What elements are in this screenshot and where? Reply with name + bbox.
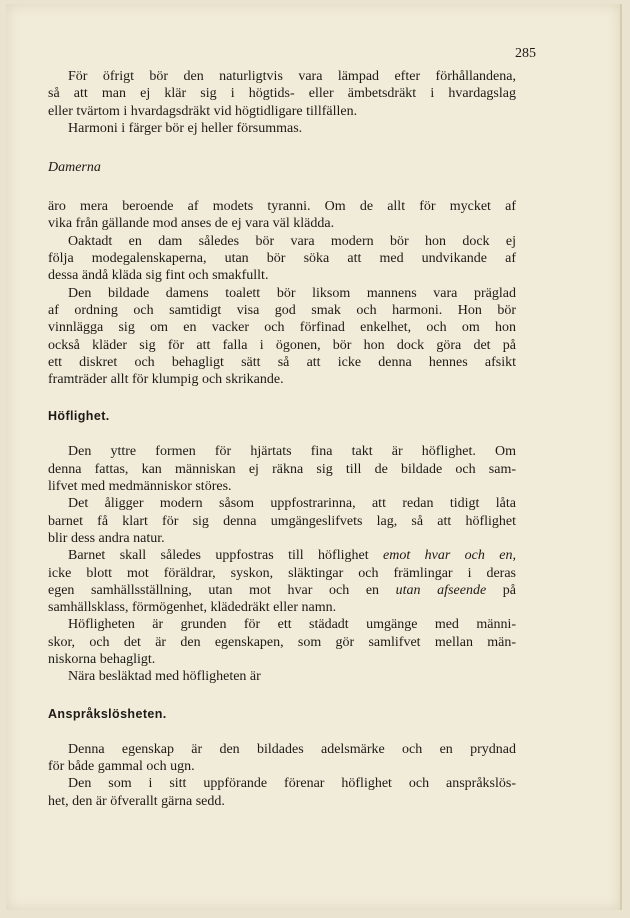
text-line: Den yttre formen för hjärtats fina takt är höflighet. Om xyxy=(68,444,516,460)
text-line: Den som i sitt uppförande förenar höflighet och anspråkslös- xyxy=(68,776,516,792)
text-line: För öfrigt bör den naturligtvis vara lämpad efter förhållandena, xyxy=(68,69,516,84)
paragraph-2 xyxy=(48,120,516,137)
text-line: icke blott mot föräldrar, syskon, släktingar och främlingar i deras xyxy=(48,565,516,581)
page-text xyxy=(48,68,516,810)
text-line: följa modegalenskaperna, utan bör söka att med undvikande af xyxy=(48,251,516,267)
text-line: Nära besläktad med höfligheten är xyxy=(68,669,261,685)
text-line: också kläder sig för att falla i ögonen, bör hon dock göra det på xyxy=(48,337,516,353)
page-number: 285 xyxy=(515,46,536,61)
text-line: Höfligheten är grunden för ett städadt umgänge med männi- xyxy=(68,617,516,633)
paragraph-7 xyxy=(48,495,516,547)
text-line: samhällsklass, förmögenhet, klädedräkt eller namn. xyxy=(48,600,337,616)
text-line: denna fattas, kan människan ej räkna sig till de bildade och sam- xyxy=(48,461,516,477)
text-line: Barnet skall således uppfostras till höflighet emot hvar och en, xyxy=(68,548,516,564)
text-line: Harmoni i färger bör ej heller försummas. xyxy=(68,120,303,136)
text-line: niskorna behagligt. xyxy=(48,652,156,668)
section-heading-damerna: Damerna xyxy=(48,160,101,176)
text-line: barnet få klart för sig denna umgängeslifvets lag, så att höflighet xyxy=(48,513,516,529)
text-line: eller tvärtom i hvardagsdräkt vid högtidligare tillfällen. xyxy=(48,103,358,119)
paragraph-5 xyxy=(48,285,516,389)
emphasis: utan afseende xyxy=(395,582,487,598)
emphasis: emot hvar och en, xyxy=(383,548,516,564)
text-line: för både gammal och ugn. xyxy=(48,758,195,774)
text-line: Den bildade damens toalett bör liksom mannens vara präglad xyxy=(68,285,516,301)
paragraph-1 xyxy=(48,68,516,120)
text-line: het, den är öfverallt gärna sedd. xyxy=(48,793,225,809)
paragraph-6 xyxy=(48,443,516,495)
text-line: Det åligger modern såsom uppfostrarinna, att redan tidigt låta xyxy=(68,496,516,512)
text-line: egen samhällsställning, utan mot hvar och en utan afseende på xyxy=(48,582,517,598)
text-line: vika från gällande mod anses de ej vara väl klädda. xyxy=(48,216,335,232)
text-line: ett diskret och behagligt sätt så att icke denna hennes afsikt xyxy=(48,354,516,370)
text-line: så att man ej klär sig i högtids- eller ämbetsdräkt i hvardagslag xyxy=(48,86,516,102)
text-line: Denna egenskap är den bildades adelsmärke och en prydnad xyxy=(68,741,516,757)
paragraph-4 xyxy=(48,233,516,285)
paragraph-10 xyxy=(48,668,516,685)
paragraph-12 xyxy=(48,775,516,810)
text-line: lifvet med medmänniskor störes. xyxy=(48,479,232,495)
paragraph-11 xyxy=(48,741,516,776)
book-page xyxy=(6,4,622,910)
text-line: skor, och det är den egenskapen, som gör samlifvet mellan män- xyxy=(48,634,516,650)
paragraph-3 xyxy=(48,198,516,233)
text-line: dessa ändå kläda sig fint och smakfullt. xyxy=(48,268,269,284)
text-line: blir dess andra natur. xyxy=(48,530,165,546)
text-line: af ordning och samtidigt visa god smak och harmoni. Hon bör xyxy=(48,302,516,318)
text-line: framträder allt för klumpig och skrikande. xyxy=(48,372,284,388)
text-line: äro mera beroende af modets tyranni. Om de allt för mycket af xyxy=(48,199,516,215)
section-heading-hoflighet: Höflighet. xyxy=(48,409,110,424)
text-line: Oaktadt en dam således bör vara modern bör hon dock ej xyxy=(68,233,516,249)
paragraph-8 xyxy=(48,547,516,616)
paragraph-9 xyxy=(48,616,516,668)
text-line: vinnlägga sig om en vacker och förfinad enkelhet, och om hon xyxy=(48,320,516,336)
section-heading-anspraksloshet: Anspråkslösheten. xyxy=(48,706,167,721)
